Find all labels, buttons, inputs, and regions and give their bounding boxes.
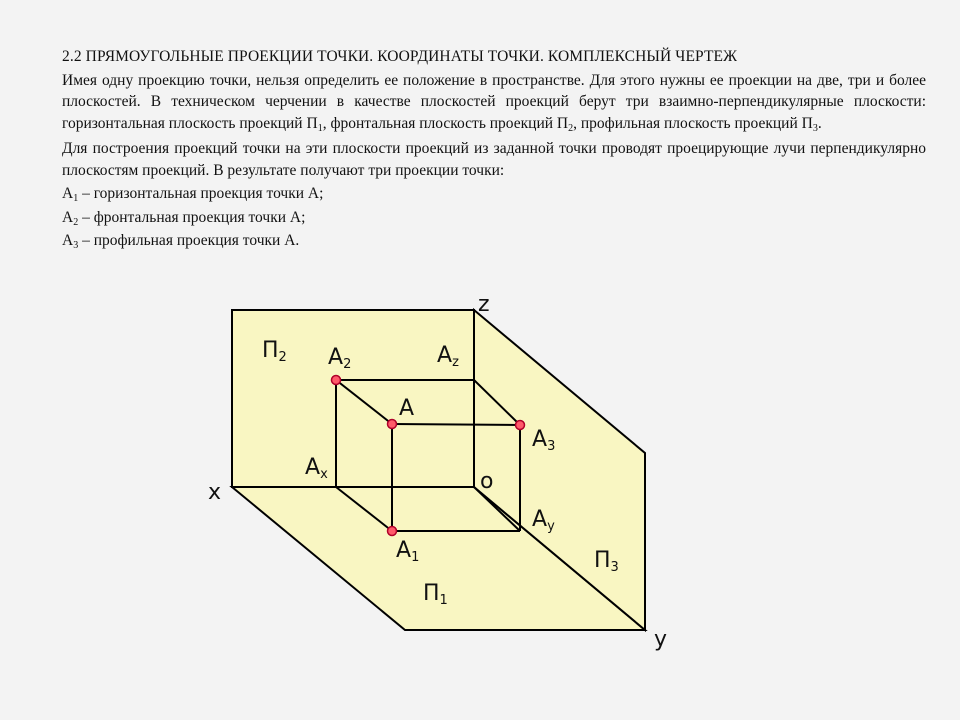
plane-p2: [232, 310, 474, 487]
proj-sub: 2: [73, 216, 79, 228]
intro-text-3: , профильная плоскость проекций П: [573, 114, 813, 132]
plane-p3-label: П3: [594, 548, 619, 575]
label-ay: Ay: [532, 507, 555, 534]
proj-text: – фронтальная проекция точки А;: [78, 208, 306, 226]
sub-3: 3: [812, 122, 818, 134]
sub-1: 1: [317, 122, 323, 134]
label-ax: Ax: [305, 455, 328, 482]
proj-letter: А: [62, 208, 74, 226]
label-a3: A3: [532, 427, 556, 454]
proj-letter: А: [62, 185, 74, 202]
plane-p1-label: П1: [423, 581, 448, 608]
proj-text: – горизонтальная проекция точки А;: [78, 185, 324, 202]
intro-text-end: .: [817, 114, 822, 132]
point-a3: [516, 421, 525, 430]
label-az: Az: [437, 343, 459, 370]
intro-text-1: Имея одну проекцию точки, нельзя определить ее положение в пространстве. Для этого нужны ее проекции на две, три и более плоскостей. В техническом черчении в качестве плоскостей проекций берут три взаимно-перпендикулярные плоскости: горизонтальная плоскость проекций П: [62, 71, 926, 132]
intro-text-2: , фронтальная плоскость проекций П: [322, 114, 569, 132]
axis-y-label: y: [654, 627, 668, 652]
axis-z-label: z: [478, 292, 490, 317]
construction-paragraph: Для построения проекций точки на эти плоскости проекций из заданной точки проводят проецирующие лучи перпендикулярно плоскостям проекций. В результате получают три проекции точки:: [62, 140, 926, 179]
label-a1: A1: [396, 538, 420, 565]
line-a-a3: [392, 424, 520, 425]
sub-2: 2: [568, 122, 574, 134]
point-a1: [388, 527, 397, 536]
label-a2: A2: [328, 345, 352, 372]
proj-letter: А: [62, 232, 74, 249]
proj-sub: 1: [73, 193, 79, 204]
point-a2: [332, 376, 341, 385]
axis-x-label: x: [208, 480, 222, 505]
section-heading: 2.2 ПРЯМОУГОЛЬНЫЕ ПРОЕКЦИИ ТОЧКИ. КООРДИНАТЫ ТОЧКИ. КОМПЛЕКСНЫЙ ЧЕРТЕЖ: [62, 48, 738, 65]
point-a: [388, 420, 397, 429]
label-a: A: [399, 396, 415, 421]
plane-p2-label: П2: [262, 338, 287, 365]
origin-label: o: [480, 469, 494, 494]
proj-text: – профильная проекция точки А.: [78, 232, 300, 249]
proj-sub: 3: [73, 240, 79, 251]
